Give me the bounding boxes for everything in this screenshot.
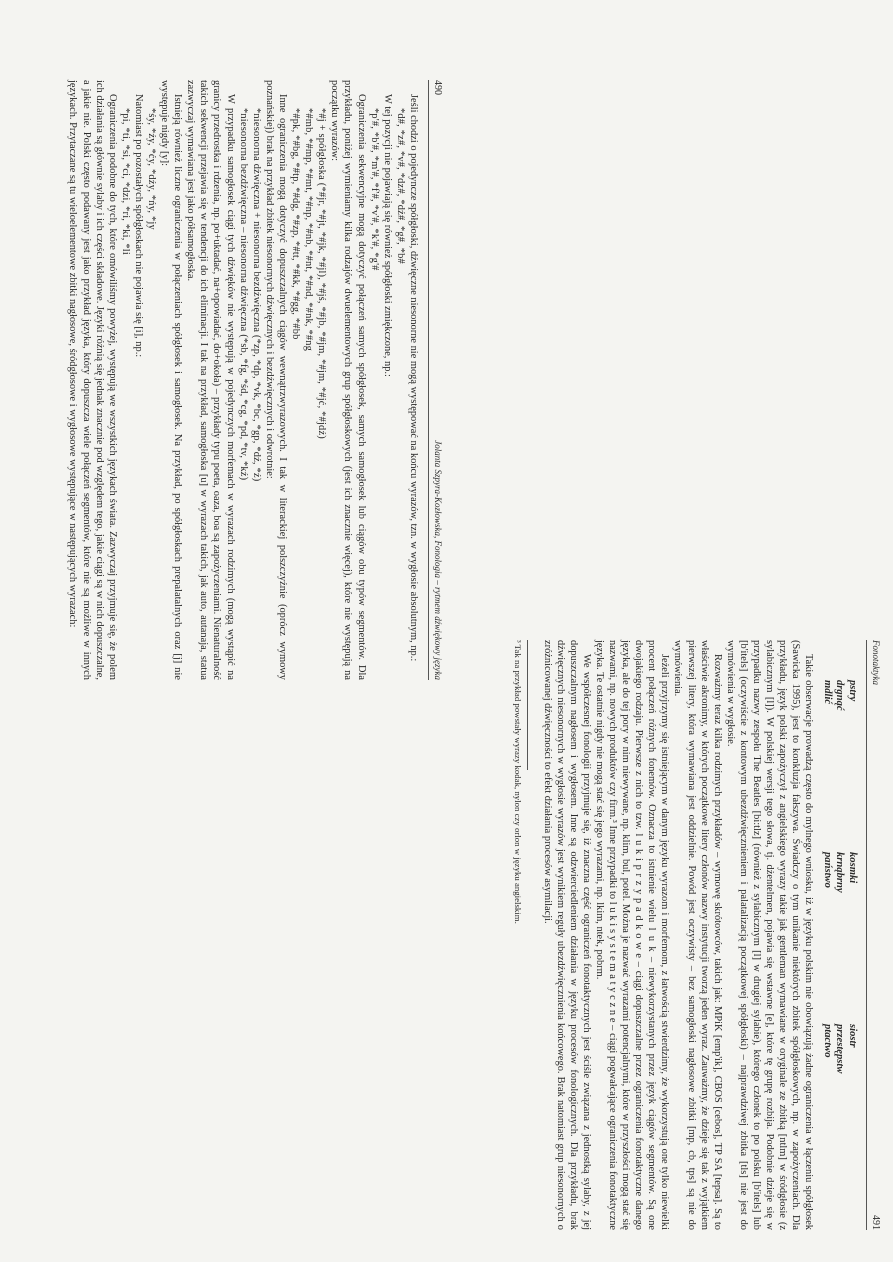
example-formula: *#pk, *#bg, *#tp, *#dg, *#zp, *#tt, *#kk, *#gg, *#bb <box>290 108 302 340</box>
example-formula: *#mb, *#mp, *#mt, *#np, *#nb, *#nt, *#nd, *#nk, *#ng <box>303 108 315 352</box>
example-word: przestępstw <box>834 1024 846 1074</box>
paragraph: Natomiast po pozostałych spółgłoskach nie pojawia się [i], np.: <box>132 94 144 358</box>
page-body <box>66 80 420 680</box>
running-header <box>428 80 444 680</box>
example-word: drgnąć <box>834 680 846 711</box>
example-word: krnąbrny <box>834 852 846 893</box>
running-title: Fonotaktyka <box>871 640 881 685</box>
left-page <box>24 80 444 680</box>
example-formula: *#j + spółgłoska (*#jr, *#jt, *#jk, *#jl), *#jś, *#jb, *#jm, *#jm, *#jć, *#jdź) <box>316 108 328 439</box>
example-word: państwo <box>821 852 833 888</box>
example-word: pstry <box>846 680 858 702</box>
page-number: 491 <box>870 1215 881 1230</box>
example-word: siostr <box>846 1024 858 1048</box>
running-header <box>866 640 882 1230</box>
footnote-rule <box>527 640 528 770</box>
paragraph: Inne ograniczenia mogą dotyczyć dopuszczalnych ciągów wewnątrzwyrazowych. I tak w literackiej polszczyźnie (oprócz wymowy poznańskiej) brak na przykład zbitek niesonornych dźwięcznych i bezdźwięcznych i odwrotnie: <box>263 80 288 680</box>
example-word: mdlić <box>821 680 833 705</box>
example-word: ptactwo <box>821 1024 833 1058</box>
paragraph: Takie obserwacje prowadzą często do mylnego wniosku, iż w języku polskim nie obowiązują żadne ograniczenia w łączeniu spółgłosek (Sawicka 1995), jest to konkluzja fałszywa. Świadczy o tym unikanie niektórych zbitek spółgłoskowych, np. w zapożyczeniach. Dla przykładu, język polski zapożyczył z angielskiego wyrazy takie jak gentleman wymawiane w oryginale ze zbitką [ntlm] w śródgłosie (z sylabicznym [l]). W polskiej wersji tego słowa, tj. dżentelmen, pojawia się wstawne [e], które tę grupę rozbija. Podobnie dzieje się w przypadku nazwy zespołu The Beatles [bi:tlz] (również z sylabicznym [l] w drugiej sylabie), którego członek to po polsku [b'itels] lub [b'itels] (oczywiście z kontowym ubezdźwięcznieniem i palatalizacją początkowej spółgłoski) – najprawdziwej zbitka [tls] nie jest do wymówienia w wygłosie. <box>724 640 815 1230</box>
example-formula: *d#, *z#, *v#, *dz#, *dź#, *g#, *b# <box>394 108 406 264</box>
example-formula: *niesonorna bezdźwięczna – niesonorna dźwięczna (*sb, *fg, *śd, *cg, *pd, *tv, *kź) <box>237 108 249 481</box>
paragraph: Jeśli chodzi o pojedyncze spółgłoski, dźwięczne niesonorne nie mogą występować na końcu wyrazów, tzn. w wygłosie absolutnym, np.: <box>407 94 419 662</box>
paragraph: Jeżeli przyjrzymy się istniejącym w danym języku wyrazom i morfemom, z łatwością stwierdzimy, że wykorzystują one tylko niewielki procent połączeń różnych fonemów. Oznacza to istnienie wielu l u k – niewykorzystanych przez język ciągów segmentów. Są one dwojakiego rodzaju. Pierwsze z nich to tzw. l u k i p r z y p a d k o w e – ciągi dopuszczalne przez ograniczenia fonotaktyczne danego języka, ale do tej pory w nim niewywane, np. klim, bul, potel. Można je nazwać wyrazami potencjalnymi, które w przyszłości mogą stać się nazwami, np. nowych produktów czy firm.³ Inne przypadki to l u k i s y s t e m a t y c z n e – ciągi pogwałcające ograniczenia fonotaktyczne języka. Te ostatnie nigdy nie mogą stać się jego wyrazami, np. lkim, ntek, pobrm. <box>593 640 671 1230</box>
example-word: kosmki <box>846 852 858 884</box>
footnote: ³ Tak na przykład powstały wyrazy kodak, nylon czy orlon w języku angielskim. <box>513 640 524 924</box>
example-formula: *p'#, *b'#, *m'#, *f'#, *v'#, *k'#, *g'# <box>368 108 380 271</box>
page-body <box>540 640 815 1230</box>
running-title: Jolanta Szpyra-Kozłowska, Fonologia – rytmem dźwiękowy języka <box>433 440 443 680</box>
paragraph: Rozważmy teraz kilka rodzimych przykładów – wymowę skrótowców, takich jak: MPiK [emp'ik], CBOS [cebos], TP SA [tepsa]. Są to właściwie akronimy, w których początkowe litery członów nazwy instytucji tworzą jeden wyraz. Zauważmy, że dzieje się tak z wyjątkiem pierwszej litery, która wymawiana jest oddzielnie. Powód jest oczywisty – bez samogłoski nagłosowe zbitki [mp, cb, tps] są nie do wymówienia. <box>672 640 723 1230</box>
paragraph: We współczesnej fonologii przyjmuje się, iż znaczna część ograniczeń fonotaktycznych jest ściśle związana z jednostką sylaby, z jej dopuszczalnym nagłosem i wygłosem. Inne są odzwierciedleniem działania w języku procesów fonologicznych. Dla przykładu, brak dźwięcznych niesonornych w wygłosie wyrazów jest wynikiem reguły ubezdźwięcznienia końcowego. Brak natomiast grup niesonornych o zróżnicowanej dźwięczności to efekt działania procesów asymilacji. <box>541 640 592 1230</box>
example-formula: *niesonorna dźwięczna + niesonorna bezdźwięczna (*zp, *dp, *vk, *bc, *gp, *dź, *ź) <box>250 108 262 482</box>
example-formula: *pi, *ti, *si, *ci, *dzi, *ri, *ki, *li <box>119 108 131 255</box>
paragraph: W przypadku samogłosek ciągi tych dźwięków nie występują w pojedynczych morfemach w wyrazach rodzimych (mogą wystąpić na granicy przedrostka i rdzenia, np. po+uktadać, na+opowiadać, do+okoła) – przykłady typu poeta, oaza, boa są zapożyczeniami. Nienaturalność takich sekwencji przejawia się w tendencji do ich eliminacji. I tak na przykład, samogłoska [u] w wyrazach takich, jak auto, autanaja, statua zazwyczaj wymawiana jest jako półsamogłoska. <box>185 80 236 680</box>
paragraph: Ograniczenia sekwencyjne mogą dotyczyć połączeń samych spółgłosek, samych samogłosek lub ciągów obu typów segmentów. Dla przykładu, poniżej wymieniamy kilka rodzajów dwuelementowych grup spółgłoskowych (jest ich znacznie więcej), które nie występują na początku wyrazów: <box>329 80 367 680</box>
page-number: 490 <box>432 80 443 95</box>
paragraph: W tej pozycji nie pojawiają się również spółgłoski zmiękczone, np.: <box>381 94 393 377</box>
paragraph: Istnieją również liczne ograniczenia w połączeniach spółgłosek i samogłosek. Na przykład, po spółgłoskach prepalatalnych oraz [j] nie występuje nigdy [y]: <box>159 80 184 680</box>
example-words <box>820 680 858 1190</box>
paragraph: Ograniczenia podobne do tych, które omówiliśmy powyżej, występują we wszystkich językach świata. Zazwyczaj przyjmuje się, że polem ich działania są głównie sylaby i ich części składowe. Języki różnią się jednak znacznie pod względem tego, jakie ciągi są w nich dopuszczalne, a jakie nie. Polski często podawany jest jako przykład języka, który dopuszcza wiele połączeń segmentów, które nie są możliwe w innych językach. Przytaczane są tu wieloelementowe zbitki nagłosowe, śródgłosowe i wygłosowe występujące w następujących wyrazach: <box>67 80 118 680</box>
right-page <box>482 640 882 1230</box>
example-formula: *śy, *źy, *ćy, *dźy, *ńy, *jy <box>146 108 158 230</box>
